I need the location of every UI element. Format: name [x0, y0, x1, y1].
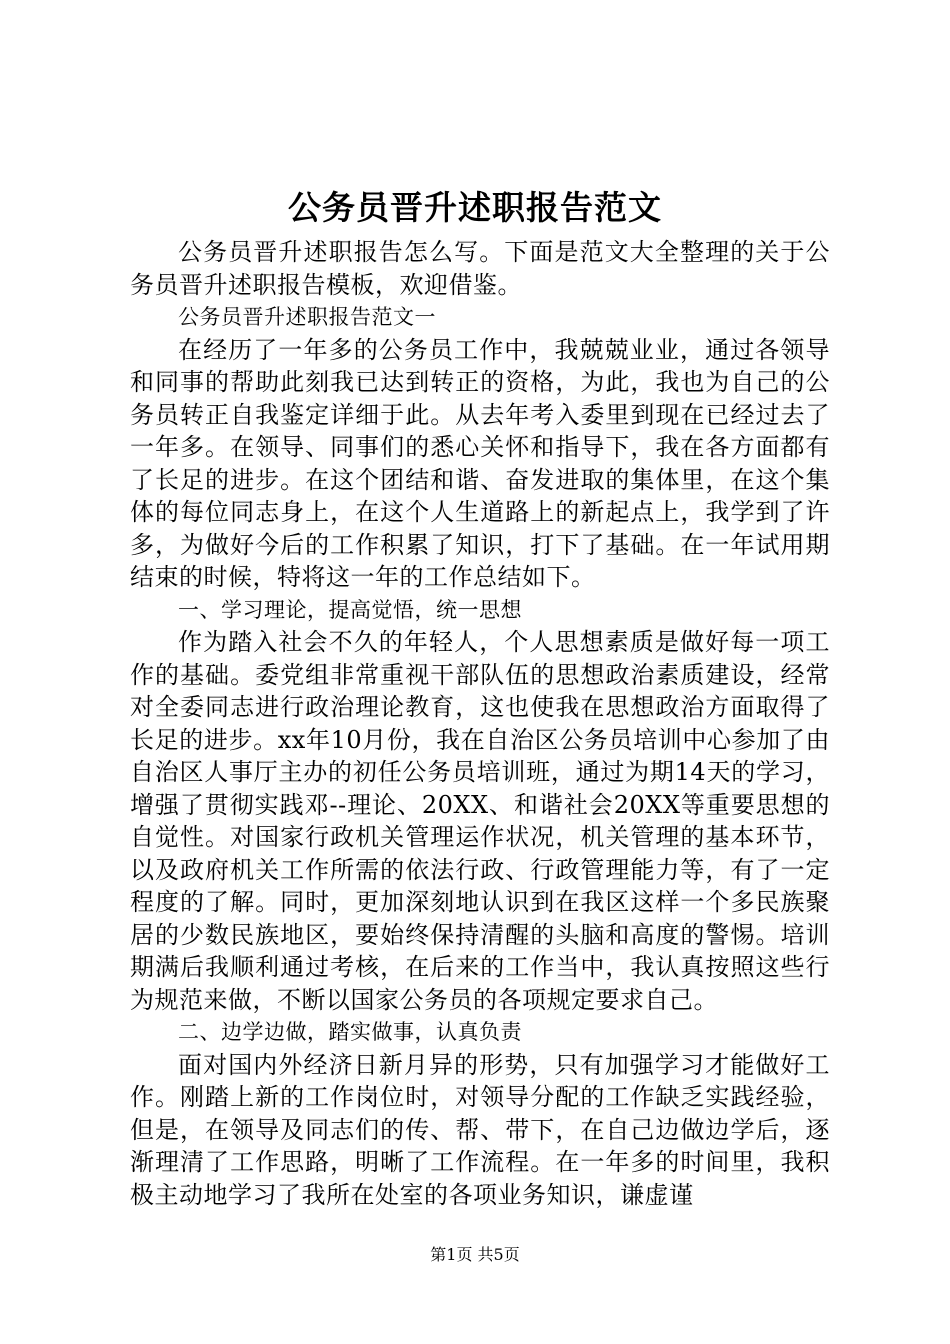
section-1-heading: 一、学习理论，提高觉悟，统一思想 — [178, 597, 522, 622]
intro-paragraph: 公务员晋升述职报告怎么写。下面是范文大全整理的关于公务员晋升述职报告模板，欢迎借鉴。 — [130, 238, 830, 299]
paragraph-1: 在经历了一年多的公务员工作中，我兢兢业业，通过各领导和同事的帮助此刻我已达到转正的资格，为此，我也为自己的公务员转正自我鉴定详细于此。从去年考入委里到现在已经过去了一年多。在领导、同事们的悉心关怀和指导下，我在各方面都有了长足的进步。在这个团结和谐、奋发进取的集体里，在这个集体的每位同志身上，在这个人生道路上的新起点上，我学到了许多，为做好今后的工作积累了知识，打下了基础。在一年试用期结束的时候，特将这一年的工作总结如下。 — [130, 335, 830, 591]
section-1-text: 作为踏入社会不久的年轻人，个人思想素质是做好每一项工作的基础。委党组非常重视干部队伍的思想政治素质建设，经常对全委同志进行政治理论教育，这也使我在思想政治方面取得了长足的进步。xx年10月份，我在自治区公务员培训中心参加了由自治区人事厅主办的初任公务员培训班，通过为期14天的学习，增强了贯彻实践邓--理论、20XX、和谐社会20XX等重要思想的自觉性。对国家行政机关管理运作状况，机关管理的基本环节，以及政府机关工作所需的依法行政、行政管理能力等，有了一定程度的了解。同时，更加深刻地认识到在我区这样一个多民族聚居的少数民族地区，要始终保持清醒的头脑和高度的警惕。培训期满后我顺利通过考核，在后来的工作当中，我认真按照这些行为规范来做，不断以国家公务员的各项规定要求自己。 — [130, 628, 830, 1014]
section-2-heading: 二、边学边做，踏实做事，认真负责 — [178, 1020, 522, 1044]
document-body — [130, 236, 830, 1211]
document-title: 公务员晋升述职报告范文 — [288, 188, 662, 227]
page-footer: 第1页 共5页 — [430, 1245, 520, 1264]
section-2-text: 面对国内外经济日新月异的形势，只有加强学习才能做好工作。刚踏上新的工作岗位时，对领导分配的工作缺乏实践经验，但是，在领导及同志们的传、帮、带下，在自己边做边学后，逐渐理清了工作思路，明晰了工作流程。在一年多的时间里，我积极主动地学习了我所在处室的各项业务知识，谦虚谨 — [130, 1050, 830, 1209]
sample-heading: 公务员晋升述职报告范文一 — [178, 305, 436, 329]
